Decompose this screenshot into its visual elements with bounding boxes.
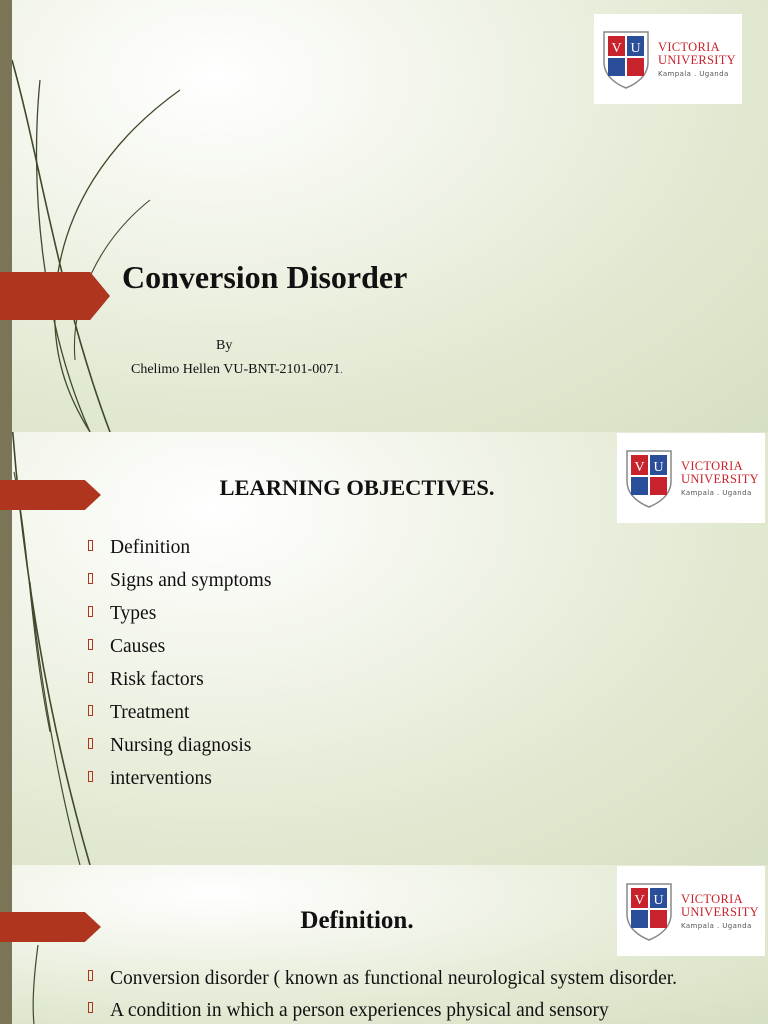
list-item-text: A condition in which a person experiences physical and sensory <box>110 1000 609 1021</box>
svg-text:V: V <box>611 41 622 56</box>
definition-slide <box>0 865 768 1024</box>
list-item-text: Nursing diagnosis <box>110 735 252 756</box>
definition-heading: Definition. <box>300 907 414 934</box>
university-logo <box>594 14 742 104</box>
objectives-heading: LEARNING OBJECTIVES. <box>219 475 495 500</box>
author-name: Chelimo Hellen VU-BNT-2101-0071 <box>131 362 341 377</box>
logo-name-line2: UNIVERSITY <box>681 471 759 486</box>
bullet-icon <box>88 672 93 683</box>
title-arrow-marker <box>0 272 110 320</box>
bullet-icon <box>88 970 93 981</box>
left-accent-bar <box>0 865 12 1024</box>
logo-name-line1: VICTORIA <box>681 458 743 473</box>
list-item <box>88 701 271 734</box>
bullet-icon <box>88 705 93 716</box>
left-accent-bar <box>0 0 12 432</box>
list-item-text: Types <box>110 603 157 624</box>
list-item-text: Definition <box>110 537 191 558</box>
byline-label: By <box>216 338 233 353</box>
list-item-text: interventions <box>110 768 212 789</box>
list-item <box>88 569 271 602</box>
bullet-icon <box>88 738 93 749</box>
objectives-slide <box>0 432 768 865</box>
logo-name-line2: UNIVERSITY <box>681 904 759 919</box>
bullet-icon <box>88 573 93 584</box>
logo-name-line1: VICTORIA <box>681 891 743 906</box>
svg-text:U: U <box>630 41 641 56</box>
svg-text:V: V <box>634 460 645 475</box>
svg-text:U: U <box>653 460 664 475</box>
list-item-text: Signs and symptoms <box>110 570 272 591</box>
objectives-list <box>88 536 271 800</box>
bullet-icon <box>88 606 93 617</box>
list-item <box>88 602 271 635</box>
svg-text:V: V <box>634 893 645 908</box>
logo-name-line1: VICTORIA <box>658 39 720 54</box>
logo-location: Kampala . Uganda <box>658 69 729 78</box>
list-item-text: Conversion disorder ( known as functional neurological system disorder. <box>110 968 678 989</box>
list-item-text: Treatment <box>110 702 190 723</box>
logo-location: Kampala . Uganda <box>681 921 752 930</box>
bullet-icon <box>88 1002 93 1013</box>
title-slide <box>0 0 768 432</box>
list-item <box>88 966 677 998</box>
list-item <box>88 635 271 668</box>
list-item <box>88 536 271 569</box>
logo-location: Kampala . Uganda <box>681 488 752 497</box>
author-suffix: . <box>340 365 343 376</box>
list-item-text: Risk factors <box>110 669 204 690</box>
shield-icon <box>600 28 652 90</box>
list-item-text: Causes <box>110 636 166 657</box>
author-line <box>131 362 343 378</box>
logo-name-line2: UNIVERSITY <box>658 52 736 67</box>
definition-list <box>88 966 677 1024</box>
bullet-icon <box>88 771 93 782</box>
bullet-icon <box>88 639 93 650</box>
bullet-icon <box>88 540 93 551</box>
list-item <box>88 998 677 1024</box>
list-item <box>88 767 271 800</box>
list-item <box>88 734 271 767</box>
presentation-title: Conversion Disorder <box>122 259 408 295</box>
svg-text:U: U <box>653 893 664 908</box>
list-item <box>88 668 271 701</box>
